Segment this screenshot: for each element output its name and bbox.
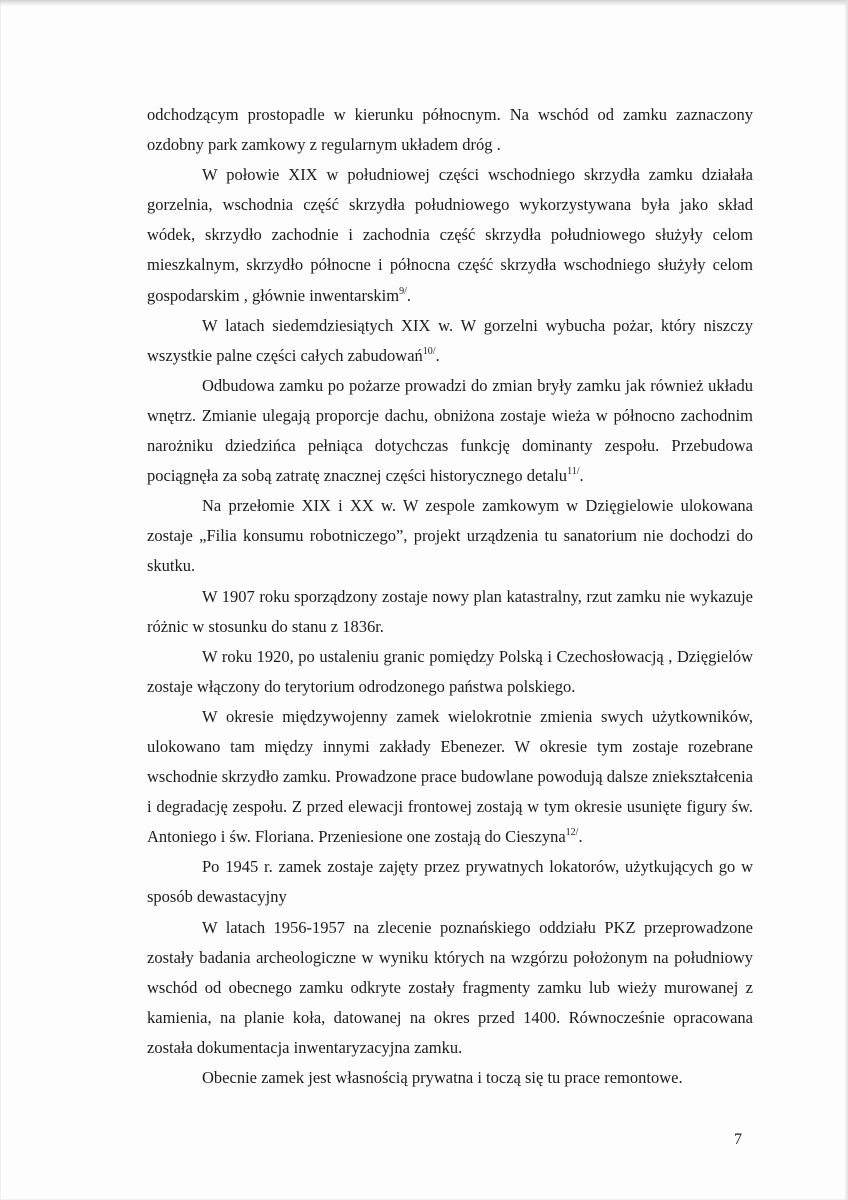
footnote-ref: 12/ [565,827,579,839]
paragraph: W latach 1956-1957 na zlecenie poznańskiego oddziału PKZ przeprowadzone zostały badania archeologiczne w wyniku których na wzgórzu położonym na południowy wschód od obecnego zamku odkryte zostały fragmenty zamku lub wieży murowanej z kamienia, na planie koła, datowanej na okres przed 1400. Równocześnie opracowana została dokumentacja inwentaryzacyjna zamku. [147,917,753,1057]
paragraph: W połowie XIX w południowej części wschodniego skrzydła zamku działała gorzelnia, wschodnia część skrzydła południowego wykorzystywana była jako skład wódek, skrzydło zachodnie i zachodnia część skrzydła południowego służyły celom mieszkalnym, skrzydło północne i północna część skrzydła wschodniego służyły celom gospodarskim , głównie inwentarskim$^{9/}$. [147,165,753,305]
paragraph: Odbudowa zamku po pożarze prowadzi do zmian bryły zamku jak również układu wnętrz. Zmianie ulegają proporcje dachu, obniżona zostaje wieża w północno zachodnim narożniku dziedzińca pełniąca dotychczas funkcję dominanty zespołu. Przebudowa pociągnęła za sobą zatratę znacznej części historycznego detalu$^{11/}$. [147,375,753,486]
paragraph: W latach siedemdziesiątych XIX w. W gorzelni wybucha pożar, który niszczy wszystkie palne części całych zabudowań$^{10/}$. [147,315,753,365]
body-text [147,100,753,1093]
paragraph: odchodzącym prostopadle w kierunku północnym. Na wschód od zamku zaznaczony ozdobny park zamkowy z regularnym układem dróg . [147,105,753,155]
footnote-ref: 9/ [399,285,407,297]
paragraph: Na przełomie XIX i XX w. W zespole zamkowym w Dzięgielowie ulokowana zostaje „Filia konsumu robotniczego”, projekt urządzenia tu sanatorium nie dochodzi do skutku. [147,496,753,576]
footnote-ref: 11/ [567,466,580,478]
scan-right-edge [844,0,848,1200]
page-number: 7 [734,1131,742,1148]
scan-top-edge [0,0,848,6]
paragraph: Po 1945 r. zamek zostaje zajęty przez prywatnych lokatorów, użytkujących go w sposób dewastacyjny [147,857,753,907]
paragraph: W 1907 roku sporządzony zostaje nowy plan katastralny, rzut zamku nie wykazuje różnic w stosunku do stanu z 1836r. [147,586,753,636]
footnote-ref: 10/ [422,345,436,357]
paragraph: W okresie międzywojenny zamek wielokrotnie zmienia swych użytkowników, ulokowano tam między innymi zakłady Ebenezer. W okresie tym zostaje rozebrane wschodnie skrzydło zamku. Prowadzone prace budowlane powodują dalsze zniekształcenia i degradację zespołu. Z przed elewacji frontowej zostają w tym okresie usunięte figury św. Antoniego i św. Floriana. Przeniesione one zostają do Cieszyna$^{12/}$. [147,706,753,847]
paragraph: W roku 1920, po ustaleniu granic pomiędzy Polską i Czechosłowacją , Dzięgielów zostaje włączony do terytorium odrodzonego państwa polskiego. [147,646,753,696]
paragraph: Obecnie zamek jest własnością prywatna i toczą się tu prace remontowe. [202,1068,683,1087]
